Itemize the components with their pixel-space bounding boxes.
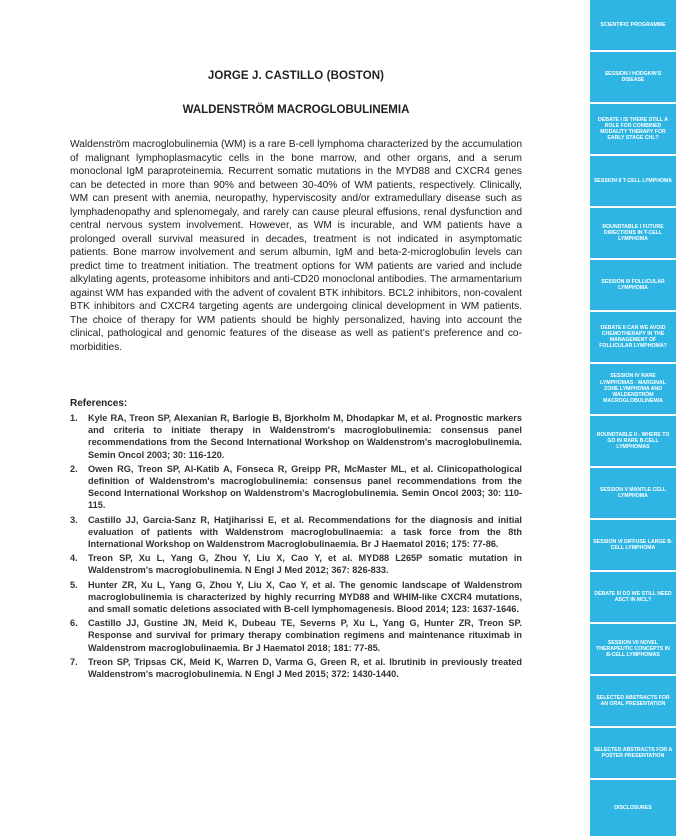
reference-text: Hunter ZR, Xu L, Yang G, Zhou Y, Liu X, Cao Y, et al. The genomic landscape of Waldenstrom macroglobulinemia is characterized by highly recurring MYD88 and WHIM-like CXCR4 mutations, and small somatic deletions associated with B-cell lymphomagenesis. Blood 2014; 123: 1637-1646. bbox=[88, 579, 522, 615]
nav-item-poster-abstracts[interactable]: SELECTED ABSTRACTS FOR A POSTER PRESENTATION bbox=[590, 728, 676, 778]
reference-text: Kyle RA, Treon SP, Alexanian R, Barlogie B, Bjorkholm M, Dhodapkar M, et al. Prognostic markers and criteria to initiate therapy in Waldenstrom's macroglobulinemia: consensus panel recommendations from the Second International Workshop on Waldenstrom's macroglobulinemia. Semin Oncol 2003; 30: 116-120. bbox=[88, 413, 522, 460]
page-title: WALDENSTRÖM MACROGLOBULINEMIA bbox=[182, 104, 410, 116]
reference-number: 2. bbox=[70, 463, 78, 474]
nav-item-roundtable-2[interactable]: ROUNDTABLE II - WHERE TO GO IN RARE B-CELL LYMPHOMAS bbox=[590, 416, 676, 466]
reference-number: 7. bbox=[70, 656, 78, 667]
reference-item bbox=[70, 463, 522, 512]
reference-item bbox=[70, 412, 522, 461]
reference-number: 1. bbox=[70, 413, 78, 423]
nav-item-session-2[interactable]: SESSION II T-CELL LYMPHOMA bbox=[590, 156, 676, 206]
references-heading: References: bbox=[70, 398, 128, 409]
nav-item-debate-3[interactable]: DEBATE III DO WE STILL NEED ASCT IN MCL? bbox=[590, 572, 676, 622]
abstract-text: Waldenström macroglobulinemia (WM) is a rare B-cell lymphoma characterized by the accumulation of malignant lymphoplasmacytic cells in the bone marrow, and other organs, and a serum monoclonal IgM paraproteinemia. Recurrent somatic mutations in the MYD88 and CXCR4 genes can be detected in more than 90% and between 30-40% of WM patients, respectively. Clinically, WM can present with anemia, neuropathy, hyperviscosity and/or extramedullary disease such as lymphadenopathy and splenomegaly, and rarely can cause pleural effusions, renal dysfunction and central nervous system involvement. However, as WM is incurable, and WM patients have a prolonged overall survival measured in decades, treatment is not indicated in asymptomatic patients. Bone marrow involvement and serum albumin, IgM and beta-2-microglobulin levels can predict time to treatment initiation. The treatment options for WM patients are varied and include alkylating agents, proteasome inhibitors and anti-CD20 monoclonal antibodies. The armamentarium against WM has expanded with the advent of covalent BTK inhibitors. BCL2 inhibitors, non-covalent BTK inhibitors and CXCR4 targeting agents are undergoing clinical development in WM patients. The choice of therapy for WM patients should be highly personalized, having into account the clinical, pathological and genomic features of the disease as well as patient’s preference and co-morbidities. bbox=[70, 139, 522, 353]
reference-number: 5. bbox=[70, 579, 78, 590]
sidebar-nav bbox=[590, 0, 676, 836]
reference-text: Owen RG, Treon SP, Al-Katib A, Fonseca R, Greipp PR, McMaster ML, et al. Clinicopathological definition of Waldenstrom's macroglobulinemia: consensus panel recommendations from the Second International Workshop on Waldenstrom's Macroglobulinemia. Semin Oncol 2003; 30: 110-115. bbox=[88, 463, 522, 511]
nav-item-session-1[interactable]: SESSION I HODGKIN'S DISEASE bbox=[590, 52, 676, 102]
nav-item-session-5[interactable]: SESSION V MANTLE CELL LYMPHOMA bbox=[590, 468, 676, 518]
nav-item-debate-1[interactable]: DEBATE I IS THERE STILL A ROLE FOR COMBINED MODALITY THERAPY FOR EARLY STAGE CHL? bbox=[590, 104, 676, 154]
nav-item-roundtable-1[interactable]: ROUNDTABLE I FUTURE DIRECTIONS IN T-CELL LYMPHOMA bbox=[590, 208, 676, 258]
reference-number: 3. bbox=[70, 514, 78, 525]
reference-item bbox=[70, 656, 522, 680]
reference-text: Castillo JJ, Garcia-Sanz R, Hatjiharissi E, et al. Recommendations for the diagnosis and initial evaluation of patients with Waldenstrom macroglobulinaemia: a task force from the 8th International Workshop on Waldenstrom Macroglobulinaemia. Br J Haematol 2016; 175: 77-86. bbox=[88, 514, 522, 550]
author-heading: JORGE J. CASTILLO (BOSTON) bbox=[207, 70, 385, 82]
reference-text: Treon SP, Xu L, Yang G, Zhou Y, Liu X, Cao Y, et al. MYD88 L265P somatic mutation in Waldenstrom's macroglobulinemia. N Engl J Med 2012; 367: 826-833. bbox=[88, 553, 522, 576]
reference-number: 6. bbox=[70, 618, 78, 629]
reference-number: 4. bbox=[70, 553, 78, 564]
nav-item-session-3[interactable]: SESSION III FOLLICULAR LYMPHOMA bbox=[590, 260, 676, 310]
reference-text: Castillo JJ, Gustine JN, Meid K, Dubeau TE, Severns P, Xu L, Yang G, Hunter ZR, Treon SP. Response and survival for primary therapy combination regimens and maintenance rituximab in Waldenstrom macroglobulinaemia. Br J Haematol 2018; 181: 77-85. bbox=[88, 618, 522, 653]
nav-item-scientific-programme[interactable]: SCIENTIFIC PROGRAMME bbox=[590, 0, 676, 50]
nav-item-disclosures[interactable]: DISCLOSURES bbox=[590, 780, 676, 836]
nav-item-session-6[interactable]: SESSION VI DIFFUSE LARGE B-CELL LYMPHOMA bbox=[590, 520, 676, 570]
reference-item bbox=[70, 552, 522, 576]
reference-text: Treon SP, Tripsas CK, Meid K, Warren D, Varma G, Green R, et al. Ibrutinib in previously treated Waldenstrom's macroglobulinemia. N Engl J Med 2015; 372: 1430-1440. bbox=[88, 656, 522, 680]
reference-item bbox=[70, 579, 522, 616]
nav-item-session-7[interactable]: SESSION VII NOVEL THERAPEUTIC CONCEPTS IN B-CELL LYMPHOMAS bbox=[590, 624, 676, 674]
reference-item bbox=[70, 617, 522, 654]
references-list bbox=[70, 412, 522, 682]
nav-item-oral-abstracts[interactable]: SELECTED ABSTRACTS FOR AN ORAL PRESENTATION bbox=[590, 676, 676, 726]
reference-item bbox=[70, 514, 522, 551]
nav-item-debate-2[interactable]: DEBATE II CAN WE AVOID CHEMOTHERAPY IN THE MANAGEMENT OF FOLLICULAR LYMPHOMA? bbox=[590, 312, 676, 362]
nav-item-session-4[interactable]: SESSION IV RARE LYMPHOMAS - MARGINAL ZONE LYMPHOMA AND WALDENSTRÖM MACROGLOBULINEMIA bbox=[590, 364, 676, 414]
